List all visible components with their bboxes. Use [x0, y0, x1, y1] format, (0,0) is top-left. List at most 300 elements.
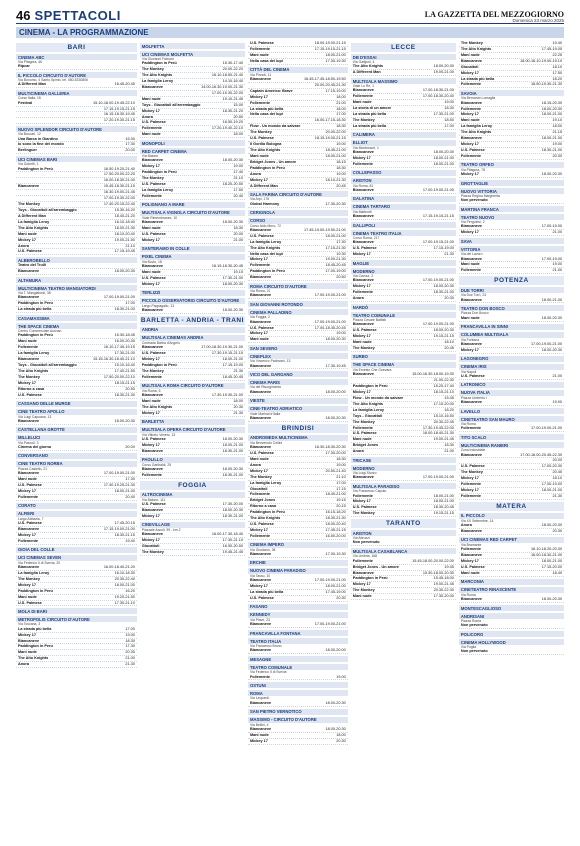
showtimes: 18.30	[444, 106, 454, 111]
showtimes: 18.00-20.30	[433, 328, 454, 333]
showtimes: 19.20-21.50	[114, 594, 135, 599]
cinema-name: IL PICCOLO	[459, 513, 564, 519]
cinema-name: MULTICINEMA TEATRO MANGIATORDI	[16, 285, 137, 291]
film-title: Biancaneve	[460, 256, 482, 261]
section-title: SPETTACOLI	[34, 8, 121, 23]
film-title: U.S. Palmese	[460, 564, 485, 569]
cinema-address: Via Gobetti, 1	[18, 162, 39, 167]
showtimes: 19.00-21.30	[325, 257, 346, 262]
showtimes: 18.45-20.45	[325, 263, 346, 268]
film-title: Biancaneve	[249, 622, 272, 627]
film-title: Biancaneve	[249, 415, 272, 420]
film-title: Biancaneve	[352, 570, 374, 575]
film-title: U.S. Palmese	[352, 328, 377, 333]
film-title: Flow - Un mondo da salvare	[352, 395, 404, 400]
film-row	[459, 529, 564, 535]
cinema-address: Viale Rimembranze, 10	[141, 215, 178, 220]
cinema-name: CINE-TEATRO ADRIATICO	[248, 406, 348, 412]
film-row	[248, 534, 348, 540]
film-row	[459, 571, 564, 577]
film-title: Paddington in Perù	[18, 333, 53, 338]
film-title: U.S. Palmese	[141, 275, 166, 280]
film-title: Biancaneve	[18, 527, 40, 531]
showtimes: 18.30-21.00	[222, 448, 243, 453]
film-title: Festival	[18, 100, 33, 105]
showtimes: 16.15-18.30-20.45	[211, 264, 243, 269]
film-title: Follemente	[352, 94, 373, 99]
film-title: The Alto Knights	[18, 225, 49, 230]
cinema-name: KENNEDY	[248, 612, 348, 618]
column-3	[248, 41, 348, 846]
film-title: Mickey 17	[141, 108, 160, 113]
film-title: Biancaneve	[352, 372, 374, 377]
film-title: Paddington in Perù	[249, 269, 285, 274]
showtimes: 17.00-19.30-22.00	[103, 196, 135, 201]
cinema-name: NUOVO SPLENDOR CIRCUITO D'AUTORE	[16, 126, 137, 132]
showtimes: 20.30	[233, 404, 243, 409]
cinema-name: TEATRO ORFEO	[459, 162, 564, 168]
showtimes: 15.20-17.40	[433, 384, 454, 389]
showtimes: 16.00-17.30-18.40	[211, 532, 243, 537]
film-title: Mani nude	[352, 100, 372, 105]
film-title: Non pervenuto	[460, 623, 488, 628]
film-title: Toys - Giocattoli	[352, 413, 383, 418]
film-title: Mani nude	[141, 96, 161, 101]
showtimes: 20.50	[233, 114, 243, 119]
film-row	[351, 540, 456, 546]
film-title: Anora	[249, 462, 261, 467]
showtimes: 18.10-21.30	[325, 177, 346, 182]
film-title: Anora	[18, 243, 29, 248]
film-title: Io sono la fine del mondo	[18, 142, 64, 147]
film-title: Mickey 17	[249, 177, 268, 182]
showtimes: 18.00-20.30	[222, 507, 243, 512]
cinema-name: CINE TEATRO APOLLO	[16, 409, 137, 415]
film-title: Ritorno a casa	[249, 504, 277, 509]
showtimes: 18.30-21.30	[325, 516, 346, 521]
film-title: Follemente	[352, 558, 373, 563]
showtimes: 18.00-21.00	[433, 499, 454, 504]
film-title: Biancaneve	[352, 150, 374, 155]
film-row	[248, 552, 348, 558]
film-row	[248, 364, 348, 370]
film-title: Biancaneve	[352, 278, 374, 283]
film-title: Paddington in Perù	[352, 576, 388, 581]
film-title: The Monkey	[141, 176, 164, 181]
section-banner	[16, 27, 564, 38]
showtimes: 18.30	[444, 443, 454, 448]
showtimes: 17.00-19.00	[325, 269, 346, 274]
showtimes: 18.00-20.30	[325, 415, 346, 420]
cinema-name: CITTÀ DEL CINEMA	[248, 67, 348, 73]
film-title: U.S. Palmese	[141, 182, 166, 187]
showtimes: 18.30-20.45	[433, 505, 454, 510]
showtimes: 17.40-20.15-22.40	[103, 202, 135, 207]
film-title: The Alto Knights	[249, 245, 281, 250]
showtimes: 18.30	[336, 456, 346, 461]
film-title: Biancaneve	[18, 184, 40, 189]
cinema-address: Piazza Regina Margherita	[460, 194, 500, 199]
film-title: La famiglia Leroy	[460, 124, 493, 129]
film-title: Follemente	[249, 492, 270, 497]
film-row	[16, 601, 137, 607]
showtimes: 16.00-18.30-21.00	[530, 553, 562, 558]
film-row	[140, 238, 245, 244]
showtimes: 21.30	[233, 368, 243, 373]
showtimes: 19.00	[336, 171, 346, 176]
showtimes: 17.00-20.30	[541, 464, 562, 469]
showtimes: 18.00-19.00-21.15	[314, 41, 346, 45]
cinema-name: CALIMERA	[351, 132, 456, 138]
cinema-name: SURBO	[351, 354, 456, 360]
showtimes: 16.00-18.40-21.20	[103, 565, 135, 570]
showtimes: 18.00-20.30	[222, 466, 243, 471]
film-title: Bridget Jones - Un amore	[249, 159, 297, 164]
showtimes: 19.45-21.45	[222, 549, 243, 554]
showtimes: 17.30-19.30	[325, 58, 346, 63]
showtimes: 18.00	[552, 124, 562, 129]
film-row	[459, 374, 564, 380]
showtimes: 18.15-19.00-21.15	[314, 136, 346, 141]
film-title: Biancaneve	[249, 648, 272, 653]
film-row	[16, 539, 137, 545]
film-title: The Alto Knights	[141, 73, 173, 78]
showtimes: 21.00	[552, 230, 562, 235]
cinema-name: SAVA	[459, 238, 564, 244]
cinema-name: COLUMBIA MULTISALA	[459, 332, 564, 338]
film-title: Bridget Jones	[352, 443, 379, 448]
showtimes: 20.50-21.40	[325, 468, 346, 473]
film-title: Biancaneve	[141, 466, 163, 471]
film-row	[459, 494, 564, 500]
film-title: Mickey 17	[141, 513, 160, 518]
film-title: Biancaneve	[249, 552, 272, 557]
showtimes: 16.20	[125, 588, 135, 593]
film-title: Toys - Giocattoli all'arrembaggio	[18, 208, 77, 212]
showtimes: 16.00-18.40-21.30	[422, 431, 454, 436]
film-title: Mickey 17	[18, 237, 36, 242]
film-title: Follemente	[18, 494, 39, 499]
cinema-name: TEATRO COMUNALE	[248, 664, 348, 670]
film-title: The Monkey	[352, 346, 375, 351]
cinema-address: Viale Marinai d'Italia	[249, 411, 281, 416]
cinema-name: ELLIOT	[351, 140, 456, 146]
film-title: Biancaneve	[18, 638, 40, 643]
film-row	[459, 623, 564, 629]
showtimes: 15.15-16.30-18.40-21.10	[93, 357, 135, 362]
film-title: Biancaneve	[249, 227, 272, 232]
cinema-name: CINE TEATRO NORBA	[16, 461, 137, 467]
showtimes: 19.30	[336, 251, 346, 256]
film-title: La strada più bella	[460, 76, 495, 81]
showtimes: 17.00-19.00-21.00	[103, 295, 135, 300]
film-row	[459, 298, 564, 304]
showtimes: 18.00-21.00	[325, 584, 346, 589]
cinema-address: Piazza Roma	[460, 619, 482, 623]
cinema-address: Corso Italia, 15	[18, 96, 41, 101]
showtimes: 19.15	[233, 270, 243, 275]
film-title: U.S. Palmese	[460, 464, 485, 469]
showtimes: 15.30	[125, 136, 135, 141]
film-title: The Alto Knights	[249, 516, 281, 521]
cinema-name: ROMA	[248, 690, 348, 696]
showtimes: 19.00-21.50	[114, 237, 135, 242]
film-title: Mickey 17	[352, 284, 371, 289]
film-title: Biancaneve	[249, 700, 272, 705]
film-title: Biancaneve	[249, 578, 272, 583]
showtimes: 17.20-19.40-22.10	[211, 126, 243, 131]
film-title: Mani nude	[18, 339, 37, 344]
showtimes: 18.30-21.30	[114, 392, 135, 397]
film-title: U.S. Palmese	[141, 232, 166, 237]
film-title: Paddington in Perù	[18, 166, 53, 171]
cinema-name: GALATINA	[351, 196, 456, 202]
showtimes: 21.00-22.30	[433, 378, 454, 383]
showtimes: 21.10	[125, 243, 135, 248]
showtimes: 17.40-21.50	[114, 369, 135, 374]
cinema-name: UCI CINEMAS RED CARPET	[459, 537, 564, 543]
showtimes: 17.00	[336, 480, 346, 485]
showtimes: 19.00	[552, 262, 562, 267]
cinema-address: Corso Aldo Moro, 72	[249, 223, 281, 228]
film-title: Mickey 17	[460, 112, 479, 117]
column-1	[16, 41, 137, 846]
showtimes: 14.10-16.40	[222, 79, 243, 84]
showtimes: 18.00	[336, 732, 346, 737]
film-title: Paddington in Perù	[18, 644, 53, 649]
showtimes: 17.30	[125, 644, 135, 649]
film-title: Ritorno a casa	[18, 386, 45, 391]
showtimes: 20.00-22.00	[325, 130, 346, 135]
film-row	[248, 293, 348, 299]
cinema-name: METROPOLIS CIRCUITO D'AUTORE	[16, 616, 137, 622]
listings-columns	[16, 41, 564, 846]
cinema-name: MULTISALA MASSIMO	[351, 78, 456, 84]
showtimes: 20.00-22.20	[222, 67, 243, 72]
cinema-name: ALTROCINEMA	[140, 492, 245, 498]
cinema-address: Via Umbria, 168	[352, 554, 378, 559]
film-title: Biancaneve	[249, 275, 272, 280]
film-title: Biancaneve	[141, 393, 163, 398]
cinema-name: MONTESCAGLIOSO	[459, 605, 564, 611]
film-row	[459, 597, 564, 603]
film-row	[16, 64, 137, 70]
cinema-name: ALTAMURA	[16, 277, 137, 283]
film-title: Biancaneve	[249, 726, 272, 731]
cinema-name: ARISTON	[351, 178, 456, 184]
showtimes: 18.00	[233, 398, 243, 403]
cinema-address: Via Bernardo Lomaglia	[460, 96, 496, 101]
showtimes: 18.10	[444, 340, 454, 345]
film-title: Biancaneve	[249, 445, 272, 450]
film-title: Mickey 17	[460, 559, 479, 564]
showtimes: 21.15	[552, 130, 562, 135]
film-row	[140, 514, 245, 520]
film-title: U.S. Palmese	[249, 522, 274, 527]
cinema-address: Via Gallipoli, 4	[352, 60, 375, 64]
film-title: U.S. Palmese	[352, 431, 377, 436]
showtimes: 18.45-20.45	[222, 374, 243, 379]
film-row	[351, 188, 456, 194]
showtimes: 16.30-19.00-21.45	[103, 190, 135, 195]
showtimes: 17.15-19.45	[114, 249, 135, 254]
film-row	[459, 426, 564, 432]
showtimes: 16.50-19.20	[222, 120, 243, 125]
cinema-address: Largo Pappagallo, 13	[141, 303, 175, 308]
film-title: Nella casa dei lupi	[249, 251, 283, 256]
showtimes: 19.00	[125, 632, 135, 637]
showtimes: 21.30	[444, 252, 454, 257]
cinema-address: Via Bonomo, 4 Santo Spirito, tel. 080-5330806	[18, 78, 88, 83]
showtimes: 15.30-18.00-20.30	[422, 570, 454, 575]
film-row	[248, 596, 348, 602]
film-title: Biancaneve	[460, 400, 482, 405]
film-title: The Alto Knights	[460, 46, 492, 51]
issue-date: Domenica 23 marzo 2025	[512, 17, 564, 23]
showtimes: 18.00-20.00	[325, 389, 346, 394]
film-title: Mani nude	[141, 226, 161, 231]
showtimes: 20.15	[336, 504, 346, 509]
film-row	[351, 449, 456, 455]
cinema-address: Via Montessori, 1	[352, 145, 379, 150]
showtimes: 17.30-21.10	[114, 600, 135, 605]
showtimes: 20.45	[552, 470, 562, 475]
film-title: Biancaneve	[141, 448, 163, 453]
showtimes: 17.45-21.15	[325, 527, 346, 532]
film-title: Mickey 17	[18, 532, 36, 537]
cinema-address: Via T. Mangiatordi, 38	[18, 291, 51, 296]
cinema-address: Via Francesco Bruno	[249, 644, 282, 649]
film-row	[140, 411, 245, 417]
cinema-name: ALBEROBELLO	[16, 257, 137, 263]
film-title: Mickey 17	[460, 230, 479, 235]
film-title: Biancaneve	[141, 507, 163, 512]
film-title: Follemente	[352, 425, 373, 430]
cinema-name: MULTISALA CASABLANCA	[351, 548, 456, 554]
film-title: The Alto Knights	[18, 369, 49, 374]
film-title: The Monkey	[141, 368, 164, 373]
film-title: Follemente	[460, 482, 481, 487]
showtimes: 17.00-19.15-21.00	[422, 240, 454, 245]
cinema-name: TEATRO DON BOSCO	[459, 305, 564, 311]
film-row	[140, 550, 245, 556]
showtimes: 20.50	[125, 386, 135, 391]
film-title: Nella casa dei lupi	[249, 112, 283, 117]
showtimes: 15.10-18.00-19.45-22.10	[93, 100, 135, 105]
showtimes: 17.30	[336, 239, 346, 244]
film-title: Teatro del Trulli	[18, 263, 46, 268]
film-row	[16, 269, 137, 275]
showtimes: 17.00-19.00	[541, 224, 562, 229]
showtimes: 17.30-21.10	[222, 538, 243, 542]
film-row	[351, 346, 456, 352]
film-title: The Monkey	[249, 474, 272, 479]
film-title: U.S. Palmese	[249, 325, 274, 330]
showtimes: 17.45-20.15	[114, 521, 135, 526]
film-row	[140, 375, 245, 381]
showtimes: 18.00	[336, 106, 346, 111]
cinema-name: ANDRIA	[140, 327, 245, 333]
cinema-address: Via Napoli	[460, 369, 477, 374]
cinema-name: CINEVILLAGE	[140, 522, 245, 528]
showtimes: 17.30	[125, 142, 135, 147]
film-title: Mani nude	[141, 398, 161, 403]
showtimes: 15.30-17.40	[222, 61, 243, 66]
film-title: Follemente	[460, 547, 481, 552]
cinema-name: CINETEATRO SAN MAURO	[459, 416, 564, 422]
film-title: Mani nude	[460, 570, 480, 575]
film-title: La famiglia Leroy	[249, 480, 282, 485]
cinema-name: MARCONIA	[459, 579, 564, 585]
film-title: Non pervenuto	[352, 540, 380, 545]
showtimes: 17.00-19.00-21.00	[422, 475, 454, 480]
film-title: The Alto Knights	[141, 404, 173, 409]
film-row	[248, 59, 348, 65]
showtimes: 19.00	[336, 142, 346, 147]
film-title: Anora	[460, 523, 472, 528]
film-row	[459, 198, 564, 204]
showtimes: 17.20-19.30-21.15	[103, 118, 135, 123]
cinema-address: Via Vincenzo Padovani, 13	[249, 359, 291, 364]
film-title: Bridget Jones - Un amore	[352, 564, 400, 569]
city-heading: POTENZA	[459, 276, 564, 285]
cinema-name: TEATRO COMUNALE	[351, 312, 456, 318]
cinema-name: THE SPACE CINEMA	[16, 323, 137, 329]
film-title: A Different Man	[18, 82, 46, 87]
cinema-name: MULTISALA PARADISO	[351, 483, 456, 489]
cinema-address: Via Roma	[460, 422, 476, 427]
film-row	[459, 230, 564, 236]
showtimes: 17.50	[552, 70, 562, 75]
film-title: Follemente	[352, 161, 373, 166]
showtimes: 17.15	[336, 486, 346, 491]
showtimes: 15.30-18.45	[114, 333, 135, 338]
film-title: Follemente	[141, 126, 162, 131]
film-title: Follemente	[352, 493, 373, 498]
cinema-address: Contrada Barba d'Angelo	[141, 340, 180, 345]
showtimes: 17.00	[125, 626, 135, 631]
showtimes: 16.15-18.30-19.45	[103, 112, 135, 117]
film-row	[16, 148, 137, 154]
showtimes: 21.00	[552, 373, 562, 378]
showtimes: 17.15-19.15-21.15	[314, 46, 346, 51]
film-title: The Monkey	[352, 588, 375, 593]
showtimes: 15.00-16.30-18.00-19.30	[412, 372, 454, 377]
cinema-name: ERCHIE	[248, 560, 348, 566]
cinema-name: CINEMA PALLADINO	[248, 309, 348, 315]
showtimes: 17.00-18.45-20.45	[314, 325, 346, 330]
showtimes: 18.00-20.30	[541, 106, 562, 111]
showtimes: 18.00-21.00	[114, 488, 135, 493]
showtimes: 20.30	[552, 529, 562, 534]
showtimes: 19.45	[444, 564, 454, 569]
showtimes: 18.00-21.00	[222, 357, 243, 362]
film-title: Mickey 17	[352, 252, 371, 257]
film-title: Follemente	[460, 426, 481, 431]
film-title: Mickey 17	[18, 380, 36, 385]
film-title: Biancaneve	[141, 220, 163, 225]
cinema-address: Via Luigi Capuana, 13	[18, 414, 52, 419]
cinema-address: Via Roma, 6	[141, 388, 161, 393]
film-title: Flow - Un mondo da salvare	[249, 124, 301, 129]
cinema-address: Viale Lo Re, 1	[352, 84, 375, 89]
cinema-name: MULTICINEMA RANIERI	[459, 442, 564, 448]
showtimes: 21.30	[552, 493, 562, 498]
showtimes: 18.00-20.30	[222, 220, 243, 225]
showtimes: 18.00-21.00	[541, 136, 562, 141]
cinema-name: PAOLILLO	[140, 457, 245, 463]
showtimes: 18.00-21.00	[325, 153, 346, 158]
